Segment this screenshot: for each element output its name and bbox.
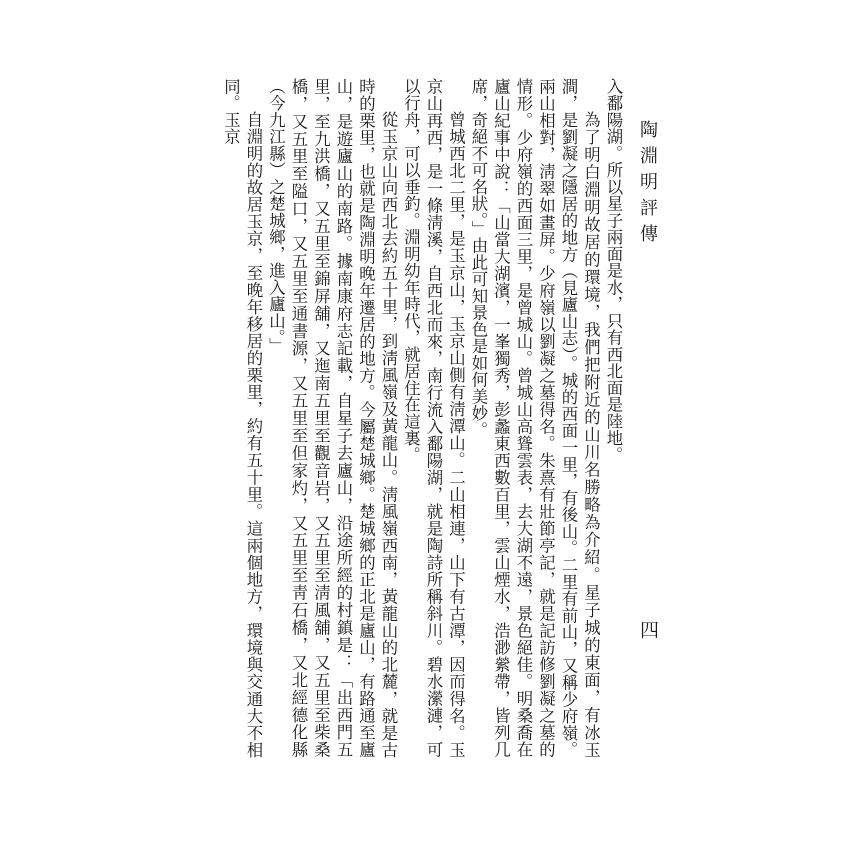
paragraph: 從玉京山向西北去約五十里，到淸風嶺及黃龍山。淸風嶺西南，黃龍山的北麓，就是古時的栗里，也就是陶淵明晚年遷居的地方。今屬楚城鄉。楚城鄉的正北是廬山，有路通至廬山，是遊廬山的南路。據南康府志記載，自星子去廬山，沿途所經的村鎮是：「出西門五里，至九洪橋，又五里至錦屏舖，又迤南五里至觀音岩，又五里至淸風舖，又五里至柴桑橋，又五里至隘口，又五里至通書源，又五里至但家灼，又五里至靑石橋，又北經德化縣（今九江縣）之楚城鄉，進入廬山。」 bbox=[266, 78, 398, 758]
body-text bbox=[219, 78, 624, 758]
paragraph: 為了明白淵明故居的環境，我們把附近的山川名勝略為介紹。星子城的東面，有冰玉澗，是劉凝之隱居的地方（見廬山志）。城的西面一里，有後山。二里有前山，又稱少府嶺。兩山相對，淸翠如畫屏。少府嶺以劉凝之墓得名。朱熹有壯節亭記，就是記訪修劉凝之墓的情形。少府嶺的西面三里，是曾城山。曾城山高聳雲表，去大湖不遠，景色絕佳。明桑喬在廬山紀事中說：「山當大湖濱，一峯獨秀，彭蠡東西數百里，雲山煙水，浩渺縈帶，皆列几席，奇絕不可名狀。」由此可知景色是如何美妙。 bbox=[469, 78, 601, 758]
paragraph-continuation: 入鄱陽湖。所以星子兩面是水，只有西北面是陸地。 bbox=[604, 78, 623, 464]
paragraph: 自淵明的故居玉京，至晚年移居的栗里，約有五十里。這兩個地方，環境與交通大不相同。玉京 bbox=[221, 78, 263, 758]
paragraph: 曾城西北二里，是玉京山，玉京山側有淸潭山。二山相連，山下有古潭，因而得名。玉京山再西，是一條淸溪，自西北而來，南行流入鄱陽湖，就是陶詩所稱斜川。碧水瀠漣，可以行舟，可以垂釣。淵明幼年時代，就居住在這裏。 bbox=[401, 78, 466, 758]
page-number: 四 bbox=[637, 620, 659, 639]
running-title: 陶淵明評傳 bbox=[637, 120, 658, 250]
